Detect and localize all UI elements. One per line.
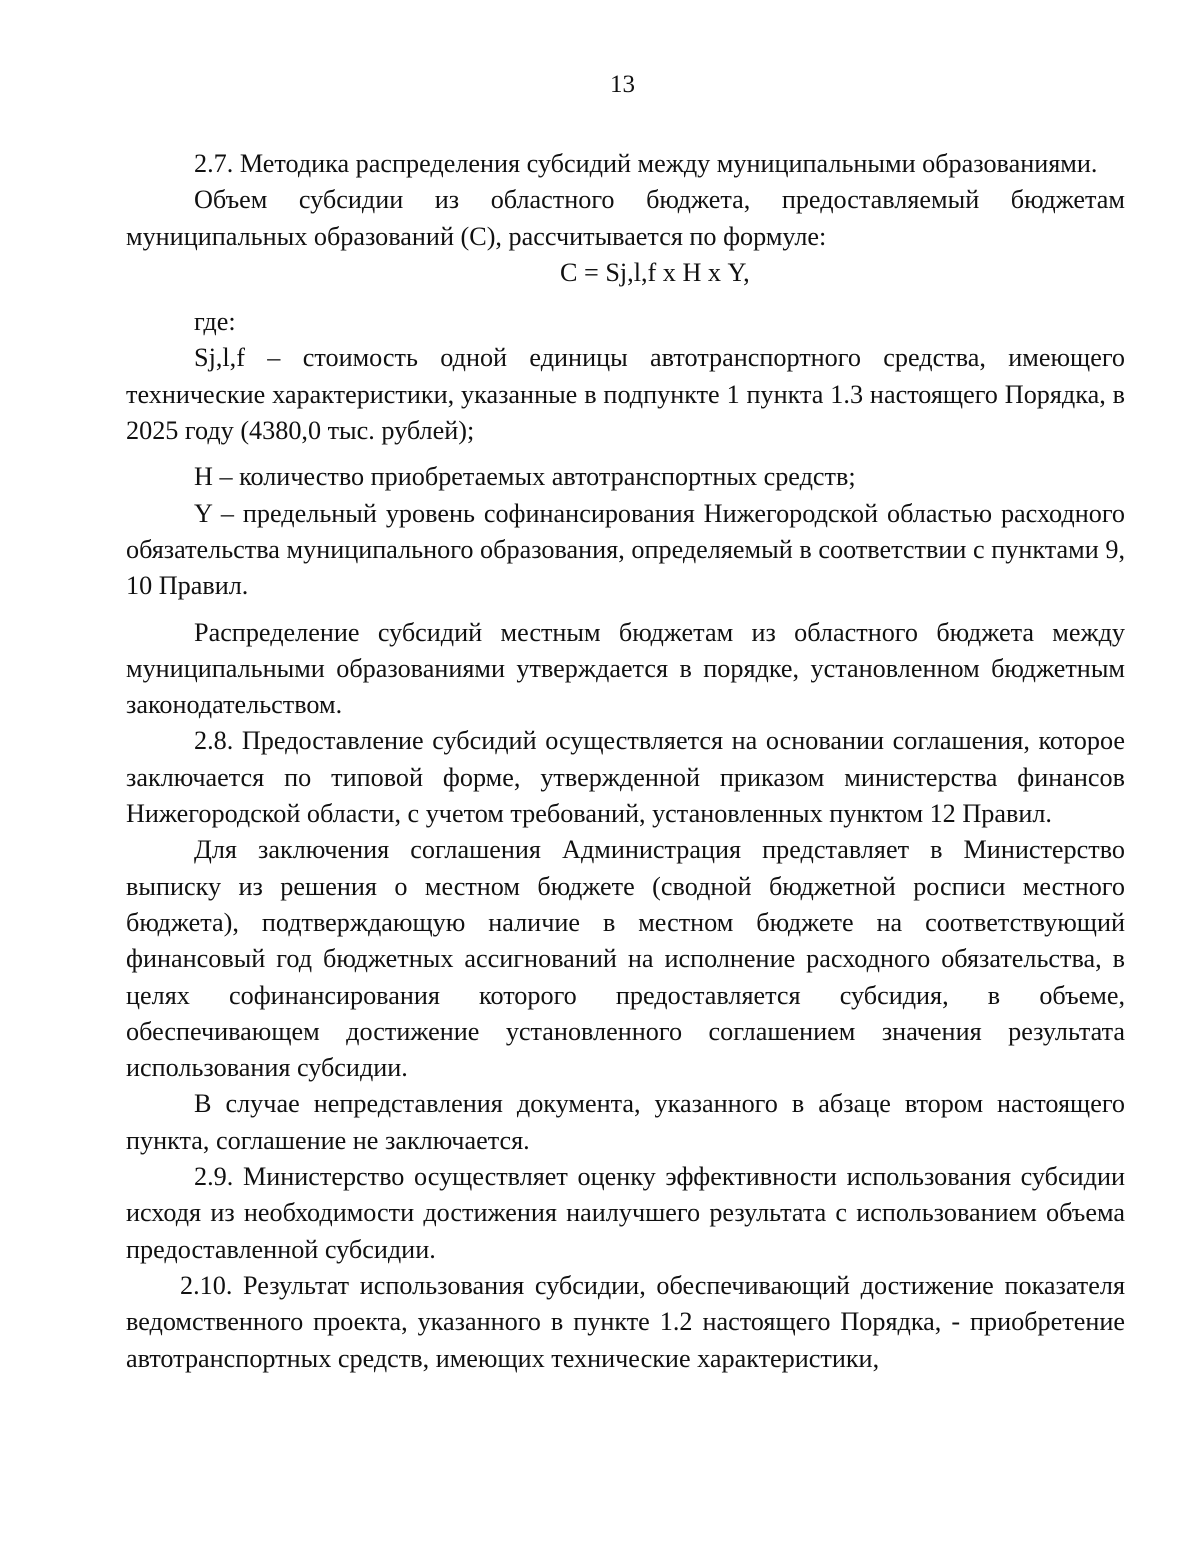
section-2-9-paragraph: 2.9. Министерство осуществляет оценку эффективности использования субсидии исходя из необходимости достижения наилучшего результата с использованием объема предоставленной субсидии. — [126, 1162, 1125, 1264]
where-label: где: — [194, 307, 236, 337]
section-2-7-heading: 2.7. Методика распределения субсидий между муниципальными образованиями. — [194, 149, 1098, 178]
section-2-8-paragraph: 2.8. Предоставление субсидий осуществляется на основании соглашения, которое заключается по типовой форме, утвержденной приказом министерства финансов Нижегородской области, с учетом требований, установленных пунктом 12 Правил. — [126, 726, 1125, 829]
definition-h: Н – количество приобретаемых автотранспортных средств; — [194, 462, 856, 492]
subsidy-volume-paragraph: Объем субсидии из областного бюджета, предоставляемый бюджетам муниципальных образований (С), рассчитывается по формуле: — [126, 185, 1125, 251]
distribution-paragraph: Распределение субсидий местным бюджетам из областного бюджета между муниципальными образованиями утверждается в порядке, установленном бюджетным законодательством. — [126, 617, 1125, 720]
definition-sjlf: Sj,l,f – стоимость одной единицы автотранспортного средства, имеющего технические характеристики, указанные в подпункте 1 пункта 1.3 настоящего Порядка, в 2025 году (4380,0 тыс. рублей); — [126, 343, 1125, 446]
agreement-conclusion-paragraph: Для заключения соглашения Администрация представляет в Министерство выписку из решения о местном бюджете (сводной бюджетной росписи местного бюджета), подтверждающую наличие в местном бюджете на соответствующий финансовый год бюджетных ассигнований на исполнение расходного обязательства, в целях софинансирования которого предоставляется субсидия, в объеме, обеспечивающем достижение установленного соглашением значения результата использования субсидии. — [126, 835, 1125, 1083]
subsidy-formula: С = Sj,l,f х Н х Y, — [560, 257, 750, 287]
non-submission-paragraph: В случае непредставления документа, указанного в абзаце втором настоящего пункта, соглашение не заключается. — [126, 1089, 1125, 1155]
page-number: 13 — [610, 71, 635, 98]
section-2-10-paragraph: 2.10. Результат использования субсидии, обеспечивающий достижение показателя ведомственного проекта, указанного в пункте 1.2 настоящего Порядка, - приобретение автотранспортных средств, имеющих технические характеристики, — [126, 1270, 1125, 1373]
document-body — [126, 146, 1125, 1377]
definition-y: Y – предельный уровень софинансирования Нижегородской областью расходного обязательства муниципального образования, определяемый в соответствии с пунктами 9, 10 Правил. — [126, 498, 1125, 601]
